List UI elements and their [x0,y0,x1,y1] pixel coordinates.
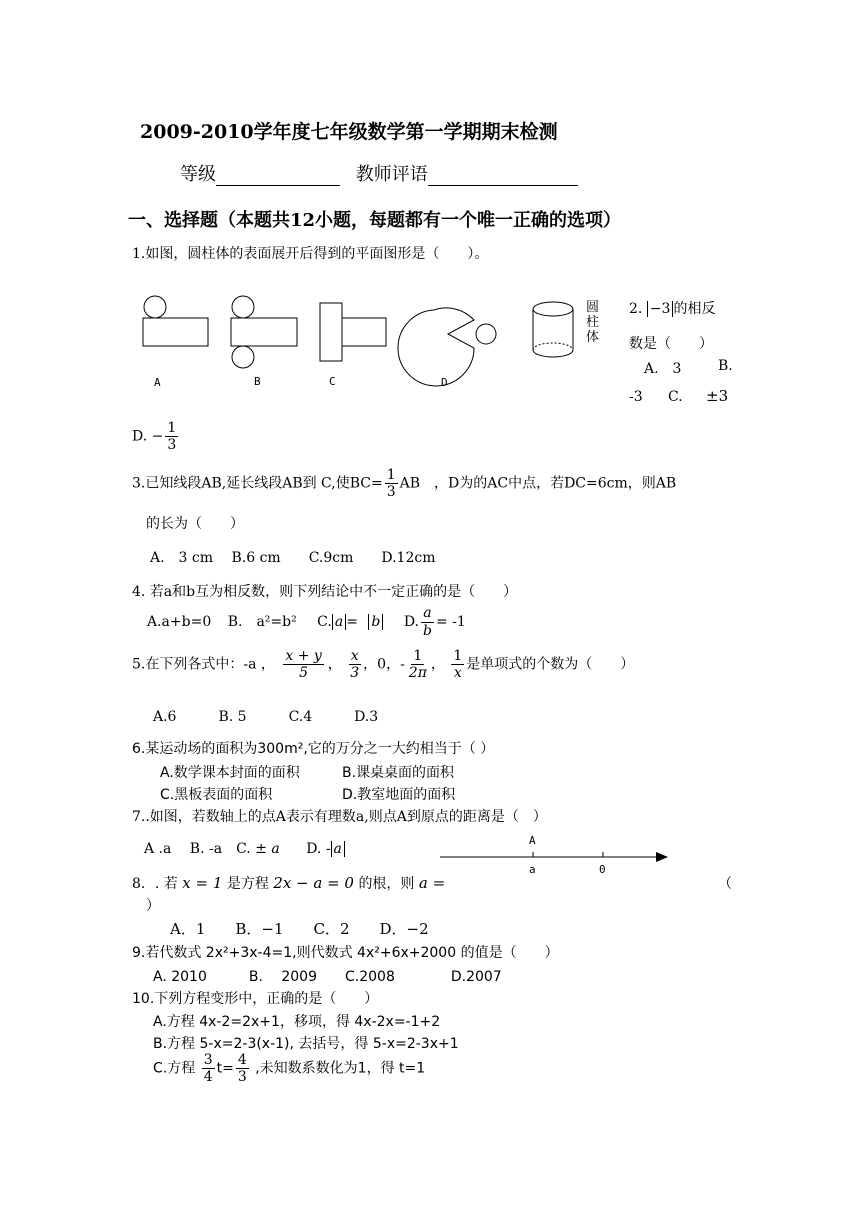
question-8-eq2: 2x − a = 0 [273,874,354,892]
figure-label-b: B [254,375,261,388]
grade-comment-line [180,160,578,186]
comment-label: 教师评语 [355,164,428,185]
question-4-option-c-eq: = [346,614,358,630]
question-10-option-c-f1-den: 4 [203,1069,213,1086]
figure-label-a: A [154,376,161,389]
question-5-text: 5.在下列各式中：-a ， $\frac{x + y}{5}$ ， $\frac{x}{3}$ ，0，- $\frac{1}{2\pi}$ ， $\frac{1}{x}$ 是单项式的个数为（ ） [132,648,635,682]
question-5-fraction-1-num: x + y [285,648,322,664]
page-title: 2009-2010学年度七年级数学第一学期期末检测 [140,121,558,143]
question-3-frac-den: 3 [386,484,396,501]
question-6-option-c: C.黑板表面的面积 [160,787,273,803]
question-10-option-c [153,1052,425,1085]
question-2-option-b: B. [718,358,733,374]
question-8-eq1: x = 1 [182,874,223,892]
question-2-abs-value: −3 [647,301,674,317]
question-4-option-d: D. [403,614,419,630]
question-7-text: 7..如图，若数轴上的点A表示有理数a,则点A到原点的距离是（ ） [132,809,547,825]
question-5-options: A.6 B. 5 C.4 D.3 [153,709,379,725]
question-7-options [144,838,345,858]
question-2-line2: 数是（ ） [629,336,713,352]
figure-label-d: D [441,376,448,389]
question-4-text: 4. 若a和b互为相反数，则下列结论中不一定正确的是（ ） [132,584,518,600]
question-7-option-d-value: a [331,841,345,857]
question-8-eq3: a = [418,874,446,892]
question-10-option-c-pre: C.方程 [153,1060,196,1077]
grade-blank[interactable] [216,167,340,186]
question-5-fraction-2-num: x [350,648,359,664]
question-3-frac-num: 1 [386,467,396,483]
question-10-text: 10.下列方程变形中，正确的是（ ） [132,991,379,1007]
question-3-text [132,467,676,500]
question-2-option-d-denominator: 3 [167,437,177,454]
question-8-paren-open: （ [718,876,732,892]
question-3-text-a: 3.已知线段AB,延长线段AB到 C,使BC= [132,475,383,492]
question-10-option-b: B.方程 5-x=2-3(x-1), 去括号，得 5-x=2-3x+1 [153,1036,459,1052]
question-10-option-a: A.方程 4x-2=2x+1，移项，得 4x-2x=-1+2 [153,1014,441,1030]
section-heading: 一、选择题（本题共12小题，每题都有一个唯一正确的选项） [128,210,622,231]
question-4-option-c: C. [317,614,332,630]
question-2-option-d-numerator: 1 [167,420,177,436]
question-4-option-d-rhs: = -1 [435,614,466,630]
question-2-option-c: C. [668,389,683,405]
question-9-text: 9.若代数式 2x²+3x-4=1,则代数式 4x²+6x+2000 的值是（ ） [132,945,559,961]
question-8-paren-close: ） [146,898,160,914]
cylinder-figure [533,302,573,357]
question-2-option-b-value: -3 [629,389,643,405]
question-6-option-a: A.数学课本封面的面积 [160,765,300,781]
question-2-option-a: A. 3 [644,361,682,377]
question-4-option-d-num: a [423,605,432,622]
question-4-option-b: B. a²=b² [227,614,297,630]
question-3-text-b: AB ，D为的AC中点，若DC=6cm，则AB [399,475,677,492]
question-2-suffix: 的相反 [673,301,716,317]
question-7-option-c-value: ± a [255,841,280,857]
question-10-option-c-f1-num: 3 [203,1052,213,1068]
question-4-option-c-b: b [368,614,383,630]
question-4-option-d-den: b [423,622,432,639]
question-4-option-a: A.a+b=0 [147,614,212,630]
comment-blank[interactable] [428,167,578,186]
question-3-line2: 的长为（ ） [146,516,244,532]
question-10-option-c-f2-num: 4 [237,1052,247,1068]
question-5-prefix: 5.在下列各式中：-a ， [132,656,275,673]
question-7-options-abc: A .a B. -a C. [144,841,251,857]
question-2-option-c-value: ±3 [706,387,729,405]
question-8-options: A．1 B．−1 C．2 D．−2 [170,920,429,938]
question-6-option-d: D.教室地面的面积 [342,787,456,803]
figure-d [398,308,496,386]
number-line-label-zero: 0 [599,863,606,876]
question-3-options: A. 3 cm B.6 cm C.9cm D.12cm [150,550,436,566]
number-line-point-a: A [529,834,536,847]
question-5-suffix: 是单项式的个数为（ ） [466,656,635,673]
question-5-fraction-1-den: 5 [299,665,309,682]
question-8-post: 的根，则 [358,876,415,892]
question-10-option-c-f2-den: 3 [237,1069,247,1086]
question-1-text: 1.如图，圆柱体的表面展开后得到的平面图形是（ ）。 [132,246,489,262]
question-5-fraction-4-den: x [453,665,462,682]
question-10-option-c-mid: t= [216,1060,234,1077]
cylinder-label: 圆柱体 [586,300,600,345]
question-2-option-d [132,420,180,453]
number-line-label-a: a [529,863,536,876]
figure-c [320,303,386,361]
question-2-option-d-sign: − [151,428,164,445]
question-8-pre: 8．. 若 [132,876,178,892]
question-7-option-d: D. - [306,841,331,857]
question-2-number: 2. [629,301,643,317]
question-5-fraction-3-den: 2π [408,665,427,682]
question-10-option-c-post: ,未知数系数化为1，得 t=1 [255,1060,426,1077]
question-5-mid: ，0，- [363,656,405,673]
question-9-options: A. 2010 B. 2009 C.2008 D.2007 [153,969,502,985]
question-6-option-b: B.课桌桌面的面积 [342,765,455,781]
question-4-options [147,604,466,639]
number-line [440,830,670,880]
question-4-option-c-a: a [332,614,346,630]
figure-label-c: C [329,375,336,388]
question-8-mid: 是方程 [226,876,269,892]
question-2-option-d-label: D. [132,428,148,445]
figure-a [143,296,208,346]
question-6-text: 6.某运动场的面积为300m²,它的万分之一大约相当于（ ） [132,741,495,757]
question-5-fraction-2-den: 3 [350,665,360,682]
question-1-figure [128,290,613,400]
grade-label: 等级 [180,164,216,185]
question-5-fraction-4-num: 1 [453,648,463,664]
question-5-fraction-3-num: 1 [413,648,423,664]
question-2-line1 [629,298,715,318]
figure-b [231,296,297,368]
question-8-text [132,873,445,893]
